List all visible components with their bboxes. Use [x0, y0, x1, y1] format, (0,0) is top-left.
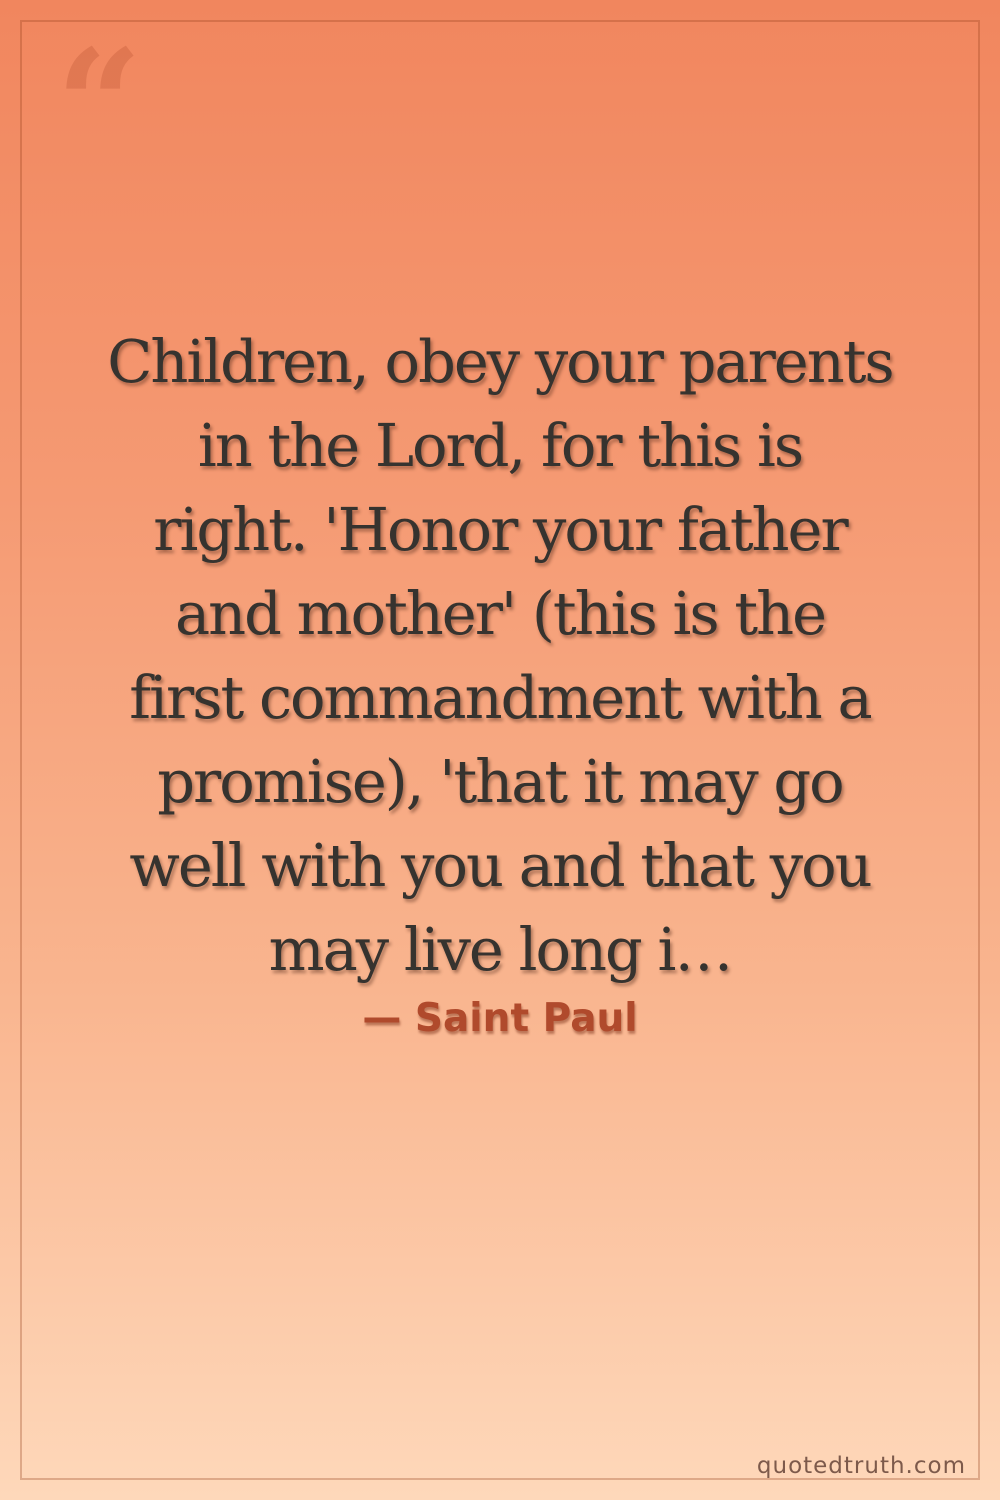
watermark-site-name: quotedtruth.com: [756, 1453, 966, 1479]
quote-line: may live long i…: [268, 915, 732, 984]
open-quote-icon: “: [56, 17, 143, 193]
quote-text: [40, 320, 960, 992]
quote-line: right. 'Honor your father: [153, 495, 847, 564]
quote-line: well with you and that you: [129, 831, 871, 900]
quote-line: and mother' (this is the: [174, 579, 826, 648]
quote-attribution: — Saint Paul: [362, 996, 638, 1041]
quote-line: promise), 'that it may go: [157, 747, 843, 816]
quote-line: Children, obey your parents: [107, 327, 893, 396]
quote-line: in the Lord, for this is: [197, 411, 803, 480]
quote-line: first commandment with a: [129, 663, 871, 732]
